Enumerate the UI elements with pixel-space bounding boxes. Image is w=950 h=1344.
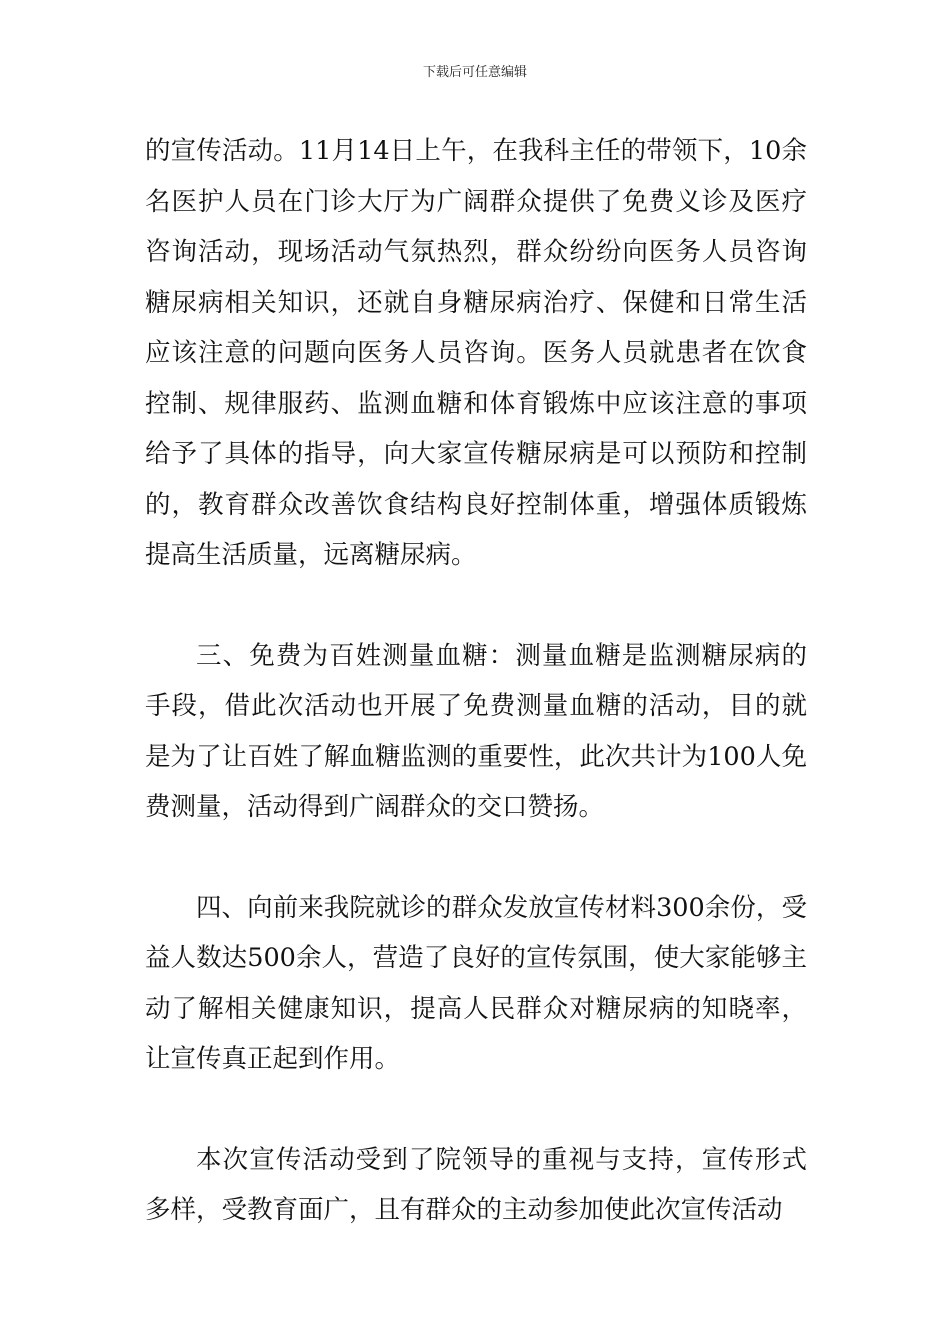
paragraph-material-distribution: 四、向前来我院就诊的群众发放宣传材料300余份，受益人数达500余人，营造了良好的宣传氛围，使大家能够主动了解相关健康知识，提高人民群众对糖尿病的知晓率，让宣传真正起到作用。 [145,892,807,1074]
paragraph-activity-description: 的宣传活动。11月14日上午，在我科主任的带领下，10余名医护人员在门诊大厅为广阔群众提供了免费义诊及医疗咨询活动，现场活动气氛热烈，群众纷纷向医务人员咨询糖尿病相关知识，还就自身糖尿病治疗、保健和日常生活应该注意的问题向医务人员咨询。医务人员就患者在饮食控制、规律服药、监测血糖和体育锻炼中应该注意的事项给予了具体的指导，向大家宣传糖尿病是可以预防和控制的，教育群众改善饮食结构良好控制体重，增强体质锻炼提高生活质量，远离糖尿病。 [145,136,807,570]
document-body [145,126,807,1236]
page-header-note: 下载后可任意编辑 [422,65,527,80]
paragraph-blood-sugar-testing: 三、免费为百姓测量血糖：测量血糖是监测糖尿病的手段，借此次活动也开展了免费测量血糖的活动，目的就是为了让百姓了解血糖监测的重要性，此次共计为100人免费测量，活动得到广阔群众的交口赞扬。 [145,640,807,822]
paragraph-summary: 本次宣传活动受到了院领导的重视与支持，宣传形式多样，受教育面广，且有群众的主动参加使此次宣传活动 [145,1144,807,1225]
